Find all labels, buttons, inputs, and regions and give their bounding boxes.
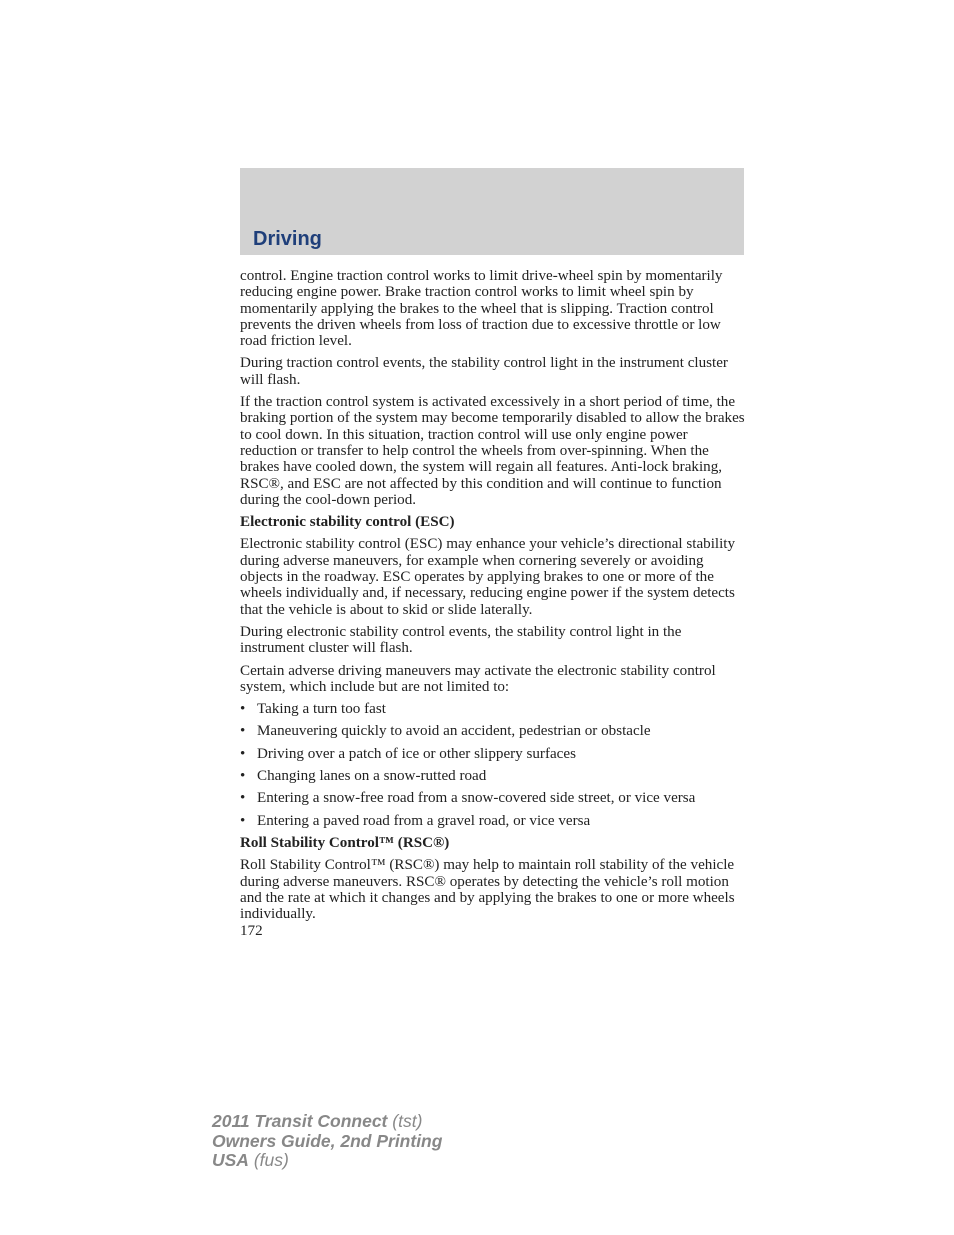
list-item — [240, 723, 746, 739]
footer-line-market — [212, 1151, 442, 1171]
bullet-icon: • — [240, 701, 246, 718]
list-item-text: Taking a turn too fast — [257, 701, 386, 718]
footer-line-guide — [212, 1132, 442, 1152]
list-item — [240, 746, 746, 762]
paragraph-traction-control: control. Engine traction control works to limit drive-wheel spin by momentarily reducing engine power. Brake traction control works to limit wheel spin by momentarily applying the brakes to the wheel that is slipping. Traction control prevents the driven wheels from loss of traction due to excessive throttle or low road friction level. — [240, 268, 723, 350]
page-number: 172 — [240, 923, 263, 940]
footer-guide: Owners Guide, 2nd Printing — [212, 1130, 443, 1151]
footer-market-code: (fus) — [253, 1150, 289, 1170]
footer-model-code: (tst) — [392, 1111, 423, 1131]
maneuver-list — [240, 701, 746, 829]
paragraph-rsc-description: Roll Stability Control™ (RSC®) may help to maintain roll stability of the vehicle during adverse maneuvers. RSC® operates by detecting the vehicle’s roll motion and the rate at which it changes and by applying the brakes to one or more wheels individually. — [240, 857, 735, 923]
footer-line-model — [212, 1112, 442, 1132]
heading-rsc: Roll Stability Control™ (RSC®) — [240, 834, 450, 851]
bullet-icon: • — [240, 790, 246, 807]
bullet-icon: • — [240, 723, 246, 740]
paragraph-traction-excessive: If the traction control system is activated excessively in a short period of time, the braking portion of the system may become temporarily disabled to allow the brakes to cool down. In this situation, traction control will use only engine power reduction or transfer to help control the wheels from over-spinning. When the brakes have cooled down, the system will regain all features. Anti-lock braking, RSC®, and ESC are not affected by this condition and will continue to function during the cool-down period. — [240, 394, 745, 508]
footer-model: 2011 Transit Connect — [212, 1111, 388, 1131]
list-item — [240, 701, 746, 717]
list-item-text: Driving over a patch of ice or other slippery surfaces — [257, 745, 576, 762]
bullet-icon: • — [240, 812, 246, 829]
footer-market: USA — [212, 1150, 249, 1170]
heading-esc: Electronic stability control (ESC) — [240, 514, 455, 531]
list-item-text: Entering a snow-free road from a snow-covered side street, or vice versa — [257, 790, 696, 807]
document-footer — [212, 1112, 442, 1171]
paragraph-traction-events: During traction control events, the stability control light in the instrument cluster will flash. — [240, 355, 728, 388]
bullet-icon: • — [240, 745, 246, 762]
page-content — [240, 268, 746, 940]
list-item-text: Changing lanes on a snow-rutted road — [257, 768, 487, 785]
list-item — [240, 768, 746, 784]
paragraph-esc-description: Electronic stability control (ESC) may enhance your vehicle’s directional stability during adverse maneuvers, for example when cornering severely or avoiding objects in the roadway. ESC operates by applying brakes to one or more of the wheels individually and, if necessary, reducing engine power if the system detects that the vehicle is about to skid or slide laterally. — [240, 536, 736, 618]
paragraph-esc-events: During electronic stability control events, the stability control light in the instrument cluster will flash. — [240, 623, 682, 657]
list-item — [240, 813, 746, 829]
bullet-icon: • — [240, 768, 246, 785]
list-item-text: Entering a paved road from a gravel road, or vice versa — [257, 812, 591, 829]
list-item-text: Maneuvering quickly to avoid an accident, pedestrian or obstacle — [257, 723, 651, 740]
list-item — [240, 790, 746, 806]
paragraph-esc-maneuvers: Certain adverse driving maneuvers may activate the electronic stability control system, which include but are not limited to: — [240, 662, 716, 695]
section-title: Driving — [253, 228, 322, 250]
